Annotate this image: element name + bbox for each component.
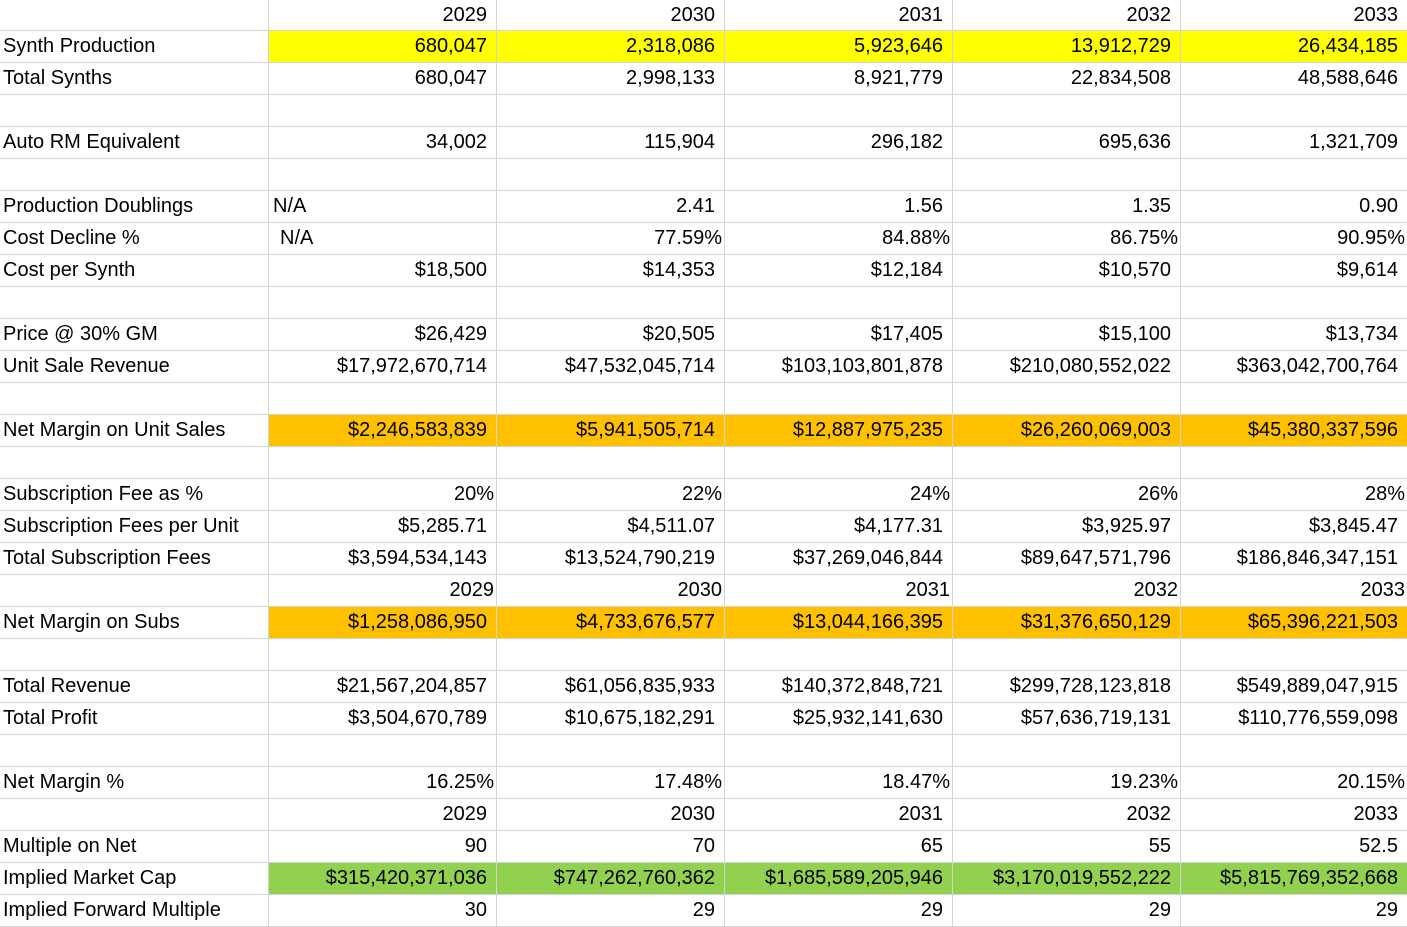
row-label-cell[interactable] bbox=[0, 639, 269, 671]
row-label-cell[interactable]: Total Profit bbox=[0, 703, 269, 735]
value-cell[interactable] bbox=[1181, 159, 1407, 191]
value-cell[interactable]: $1,258,086,950 bbox=[269, 607, 497, 639]
value-cell[interactable]: 86.75% bbox=[953, 223, 1181, 255]
value-cell[interactable]: $10,675,182,291 bbox=[497, 703, 725, 735]
value-cell[interactable]: $89,647,571,796 bbox=[953, 543, 1181, 575]
value-cell[interactable]: 1,321,709 bbox=[1181, 127, 1407, 159]
value-cell[interactable]: 16.25% bbox=[269, 767, 497, 799]
value-cell[interactable] bbox=[725, 159, 953, 191]
value-cell[interactable]: 55 bbox=[953, 831, 1181, 863]
row-label-cell[interactable]: Net Margin on Unit Sales bbox=[0, 415, 269, 447]
value-cell[interactable]: $2,246,583,839 bbox=[269, 415, 497, 447]
value-cell[interactable]: 2032 bbox=[953, 0, 1181, 31]
value-cell[interactable] bbox=[725, 287, 953, 319]
value-cell[interactable]: 2031 bbox=[725, 799, 953, 831]
value-cell[interactable]: 29 bbox=[953, 895, 1181, 927]
value-cell[interactable] bbox=[953, 287, 1181, 319]
value-cell[interactable] bbox=[269, 287, 497, 319]
value-cell[interactable]: 22,834,508 bbox=[953, 63, 1181, 95]
value-cell[interactable]: $549,889,047,915 bbox=[1181, 671, 1407, 703]
value-cell[interactable]: $3,594,534,143 bbox=[269, 543, 497, 575]
row-label-cell[interactable]: Unit Sale Revenue bbox=[0, 351, 269, 383]
value-cell[interactable]: 2029 bbox=[269, 0, 497, 31]
value-cell[interactable]: $315,420,371,036 bbox=[269, 863, 497, 895]
value-cell[interactable]: 680,047 bbox=[269, 63, 497, 95]
value-cell[interactable]: 19.23% bbox=[953, 767, 1181, 799]
value-cell[interactable]: 70 bbox=[497, 831, 725, 863]
value-cell[interactable] bbox=[725, 383, 953, 415]
value-cell[interactable]: 34,002 bbox=[269, 127, 497, 159]
value-cell[interactable]: 2029 bbox=[269, 799, 497, 831]
row-label-cell[interactable]: Subscription Fees per Unit bbox=[0, 511, 269, 543]
value-cell[interactable]: 26% bbox=[953, 479, 1181, 511]
value-cell[interactable] bbox=[725, 735, 953, 767]
value-cell[interactable]: $110,776,559,098 bbox=[1181, 703, 1407, 735]
value-cell[interactable]: 24% bbox=[725, 479, 953, 511]
value-cell[interactable]: 2030 bbox=[497, 799, 725, 831]
sheet-row bbox=[0, 159, 1407, 191]
value-cell[interactable] bbox=[1181, 287, 1407, 319]
value-cell[interactable]: $5,285.71 bbox=[269, 511, 497, 543]
value-cell[interactable]: 29 bbox=[497, 895, 725, 927]
sheet-row bbox=[0, 831, 1407, 863]
sheet-row bbox=[0, 191, 1407, 223]
value-cell[interactable]: $31,376,650,129 bbox=[953, 607, 1181, 639]
value-cell[interactable] bbox=[269, 639, 497, 671]
sheet-row bbox=[0, 575, 1407, 607]
value-cell[interactable] bbox=[497, 159, 725, 191]
value-cell[interactable]: 77.59% bbox=[497, 223, 725, 255]
value-cell[interactable] bbox=[269, 383, 497, 415]
value-cell[interactable]: $1,685,589,205,946 bbox=[725, 863, 953, 895]
value-cell[interactable]: $13,044,166,395 bbox=[725, 607, 953, 639]
value-cell[interactable] bbox=[497, 95, 725, 127]
sheet-row bbox=[0, 319, 1407, 351]
value-cell[interactable]: $186,846,347,151 bbox=[1181, 543, 1407, 575]
value-cell[interactable] bbox=[497, 383, 725, 415]
sheet-row bbox=[0, 895, 1407, 927]
row-label-cell[interactable]: Total Subscription Fees bbox=[0, 543, 269, 575]
value-cell[interactable]: 20% bbox=[269, 479, 497, 511]
value-cell[interactable]: $25,932,141,630 bbox=[725, 703, 953, 735]
value-cell[interactable]: 2031 bbox=[725, 575, 953, 607]
sheet-row bbox=[0, 351, 1407, 383]
value-cell[interactable]: 115,904 bbox=[497, 127, 725, 159]
value-cell[interactable]: 90 bbox=[269, 831, 497, 863]
row-label-cell[interactable]: Cost Decline % bbox=[0, 223, 269, 255]
row-label-cell[interactable]: Auto RM Equivalent bbox=[0, 127, 269, 159]
value-cell[interactable]: 695,636 bbox=[953, 127, 1181, 159]
value-cell[interactable] bbox=[269, 159, 497, 191]
sheet-row bbox=[0, 863, 1407, 895]
row-label-cell[interactable]: Production Doublings bbox=[0, 191, 269, 223]
row-label-cell[interactable]: Synth Production bbox=[0, 31, 269, 63]
value-cell[interactable]: $4,511.07 bbox=[497, 511, 725, 543]
value-cell[interactable] bbox=[725, 639, 953, 671]
value-cell[interactable]: 28% bbox=[1181, 479, 1407, 511]
value-cell[interactable]: $12,887,975,235 bbox=[725, 415, 953, 447]
value-cell[interactable]: 8,921,779 bbox=[725, 63, 953, 95]
value-cell[interactable]: 20.15% bbox=[1181, 767, 1407, 799]
value-cell[interactable]: $18,500 bbox=[269, 255, 497, 287]
sheet-row bbox=[0, 63, 1407, 95]
value-cell[interactable]: 2033 bbox=[1181, 575, 1407, 607]
row-label-cell[interactable] bbox=[0, 575, 269, 607]
value-cell[interactable]: $65,396,221,503 bbox=[1181, 607, 1407, 639]
value-cell[interactable]: $61,056,835,933 bbox=[497, 671, 725, 703]
row-label-cell[interactable]: Subscription Fee as % bbox=[0, 479, 269, 511]
value-cell[interactable]: $47,532,045,714 bbox=[497, 351, 725, 383]
value-cell[interactable]: $12,184 bbox=[725, 255, 953, 287]
value-cell[interactable]: $210,080,552,022 bbox=[953, 351, 1181, 383]
sheet-row bbox=[0, 511, 1407, 543]
value-cell[interactable]: $10,570 bbox=[953, 255, 1181, 287]
sheet-row bbox=[0, 799, 1407, 831]
value-cell[interactable] bbox=[497, 287, 725, 319]
row-label-cell[interactable]: Total Revenue bbox=[0, 671, 269, 703]
value-cell[interactable] bbox=[1181, 383, 1407, 415]
sheet-row bbox=[0, 703, 1407, 735]
value-cell[interactable] bbox=[497, 639, 725, 671]
value-cell[interactable]: 1.56 bbox=[725, 191, 953, 223]
value-cell[interactable]: 30 bbox=[269, 895, 497, 927]
sheet-row bbox=[0, 671, 1407, 703]
sheet-row bbox=[0, 383, 1407, 415]
value-cell[interactable]: 2031 bbox=[725, 0, 953, 31]
value-cell[interactable]: $5,815,769,352,668 bbox=[1181, 863, 1407, 895]
value-cell[interactable]: 2033 bbox=[1181, 799, 1407, 831]
value-cell[interactable] bbox=[1181, 735, 1407, 767]
value-cell[interactable] bbox=[953, 383, 1181, 415]
value-cell[interactable] bbox=[953, 447, 1181, 479]
sheet-row bbox=[0, 735, 1407, 767]
value-cell[interactable]: 84.88% bbox=[725, 223, 953, 255]
value-cell[interactable]: 29 bbox=[1181, 895, 1407, 927]
row-label-cell[interactable] bbox=[0, 447, 269, 479]
value-cell[interactable] bbox=[269, 735, 497, 767]
sheet-row bbox=[0, 415, 1407, 447]
value-cell[interactable]: 296,182 bbox=[725, 127, 953, 159]
row-label-cell[interactable] bbox=[0, 0, 269, 31]
value-cell[interactable]: $103,103,801,878 bbox=[725, 351, 953, 383]
value-cell[interactable]: $299,728,123,818 bbox=[953, 671, 1181, 703]
value-cell[interactable]: $13,734 bbox=[1181, 319, 1407, 351]
value-cell[interactable]: $57,636,719,131 bbox=[953, 703, 1181, 735]
value-cell[interactable]: $37,269,046,844 bbox=[725, 543, 953, 575]
value-cell[interactable]: 2032 bbox=[953, 575, 1181, 607]
value-cell[interactable]: 5,923,646 bbox=[725, 31, 953, 63]
value-cell[interactable]: $363,042,700,764 bbox=[1181, 351, 1407, 383]
value-cell[interactable]: 1.35 bbox=[953, 191, 1181, 223]
sheet-row bbox=[0, 639, 1407, 671]
value-cell[interactable]: $13,524,790,219 bbox=[497, 543, 725, 575]
sheet-row bbox=[0, 95, 1407, 127]
value-cell[interactable]: 18.47% bbox=[725, 767, 953, 799]
row-label-cell[interactable] bbox=[0, 287, 269, 319]
value-cell[interactable]: 65 bbox=[725, 831, 953, 863]
row-label-cell[interactable]: Cost per Synth bbox=[0, 255, 269, 287]
sheet-row bbox=[0, 543, 1407, 575]
value-cell[interactable]: $26,260,069,003 bbox=[953, 415, 1181, 447]
sheet-row bbox=[0, 127, 1407, 159]
value-cell[interactable] bbox=[269, 95, 497, 127]
value-cell[interactable] bbox=[953, 735, 1181, 767]
value-cell[interactable] bbox=[269, 447, 497, 479]
value-cell[interactable] bbox=[953, 95, 1181, 127]
row-label-cell[interactable]: Price @ 30% GM bbox=[0, 319, 269, 351]
value-cell[interactable]: 90.95% bbox=[1181, 223, 1407, 255]
sheet-row bbox=[0, 255, 1407, 287]
value-cell[interactable]: $5,941,505,714 bbox=[497, 415, 725, 447]
value-cell[interactable] bbox=[953, 159, 1181, 191]
row-label-cell[interactable]: Implied Forward Multiple bbox=[0, 895, 269, 927]
value-cell[interactable]: 22% bbox=[497, 479, 725, 511]
row-label-cell[interactable]: Net Margin % bbox=[0, 767, 269, 799]
value-cell[interactable]: $3,170,019,552,222 bbox=[953, 863, 1181, 895]
value-cell[interactable]: 13,912,729 bbox=[953, 31, 1181, 63]
value-cell[interactable]: 2033 bbox=[1181, 0, 1407, 31]
value-cell[interactable]: $9,614 bbox=[1181, 255, 1407, 287]
value-cell[interactable] bbox=[497, 447, 725, 479]
row-label-cell[interactable] bbox=[0, 735, 269, 767]
value-cell[interactable]: 2.41 bbox=[497, 191, 725, 223]
row-label-cell[interactable]: Net Margin on Subs bbox=[0, 607, 269, 639]
row-label-cell[interactable] bbox=[0, 159, 269, 191]
value-cell[interactable]: $3,504,670,789 bbox=[269, 703, 497, 735]
value-cell[interactable]: N/A bbox=[269, 223, 497, 255]
sheet-row bbox=[0, 767, 1407, 799]
value-cell[interactable]: 29 bbox=[725, 895, 953, 927]
sheet-row bbox=[0, 287, 1407, 319]
value-cell[interactable]: 17.48% bbox=[497, 767, 725, 799]
value-cell[interactable]: $15,100 bbox=[953, 319, 1181, 351]
value-cell[interactable] bbox=[497, 735, 725, 767]
value-cell[interactable]: 680,047 bbox=[269, 31, 497, 63]
value-cell[interactable]: 2032 bbox=[953, 799, 1181, 831]
value-cell[interactable]: 2030 bbox=[497, 575, 725, 607]
value-cell[interactable]: $4,733,676,577 bbox=[497, 607, 725, 639]
value-cell[interactable]: $747,262,760,362 bbox=[497, 863, 725, 895]
value-cell[interactable]: $14,353 bbox=[497, 255, 725, 287]
value-cell[interactable]: $17,405 bbox=[725, 319, 953, 351]
value-cell[interactable]: $17,972,670,714 bbox=[269, 351, 497, 383]
value-cell[interactable]: 2,998,133 bbox=[497, 63, 725, 95]
value-cell[interactable]: 2,318,086 bbox=[497, 31, 725, 63]
value-cell[interactable]: 0.90 bbox=[1181, 191, 1407, 223]
value-cell[interactable]: $20,505 bbox=[497, 319, 725, 351]
row-label-cell[interactable] bbox=[0, 383, 269, 415]
value-cell[interactable]: $3,925.97 bbox=[953, 511, 1181, 543]
row-label-cell[interactable]: Multiple on Net bbox=[0, 831, 269, 863]
sheet-row bbox=[0, 607, 1407, 639]
value-cell[interactable] bbox=[1181, 447, 1407, 479]
value-cell[interactable]: 26,434,185 bbox=[1181, 31, 1407, 63]
value-cell[interactable] bbox=[1181, 95, 1407, 127]
value-cell[interactable]: $21,567,204,857 bbox=[269, 671, 497, 703]
value-cell[interactable] bbox=[725, 95, 953, 127]
sheet-row bbox=[0, 31, 1407, 63]
value-cell[interactable]: $140,372,848,721 bbox=[725, 671, 953, 703]
value-cell[interactable]: N/A bbox=[269, 191, 497, 223]
row-label-cell[interactable]: Total Synths bbox=[0, 63, 269, 95]
value-cell[interactable]: 2030 bbox=[497, 0, 725, 31]
sheet-row bbox=[0, 223, 1407, 255]
row-label-cell[interactable] bbox=[0, 95, 269, 127]
value-cell[interactable] bbox=[725, 447, 953, 479]
value-cell[interactable]: 52.5 bbox=[1181, 831, 1407, 863]
value-cell[interactable]: 2029 bbox=[269, 575, 497, 607]
value-cell[interactable]: $4,177.31 bbox=[725, 511, 953, 543]
row-label-cell[interactable]: Implied Market Cap bbox=[0, 863, 269, 895]
value-cell[interactable]: $45,380,337,596 bbox=[1181, 415, 1407, 447]
value-cell[interactable]: $3,845.47 bbox=[1181, 511, 1407, 543]
sheet-row bbox=[0, 447, 1407, 479]
value-cell[interactable]: 48,588,646 bbox=[1181, 63, 1407, 95]
sheet-row bbox=[0, 0, 1407, 31]
value-cell[interactable] bbox=[953, 639, 1181, 671]
row-label-cell[interactable] bbox=[0, 799, 269, 831]
sheet-row bbox=[0, 479, 1407, 511]
value-cell[interactable] bbox=[1181, 639, 1407, 671]
value-cell[interactable]: $26,429 bbox=[269, 319, 497, 351]
